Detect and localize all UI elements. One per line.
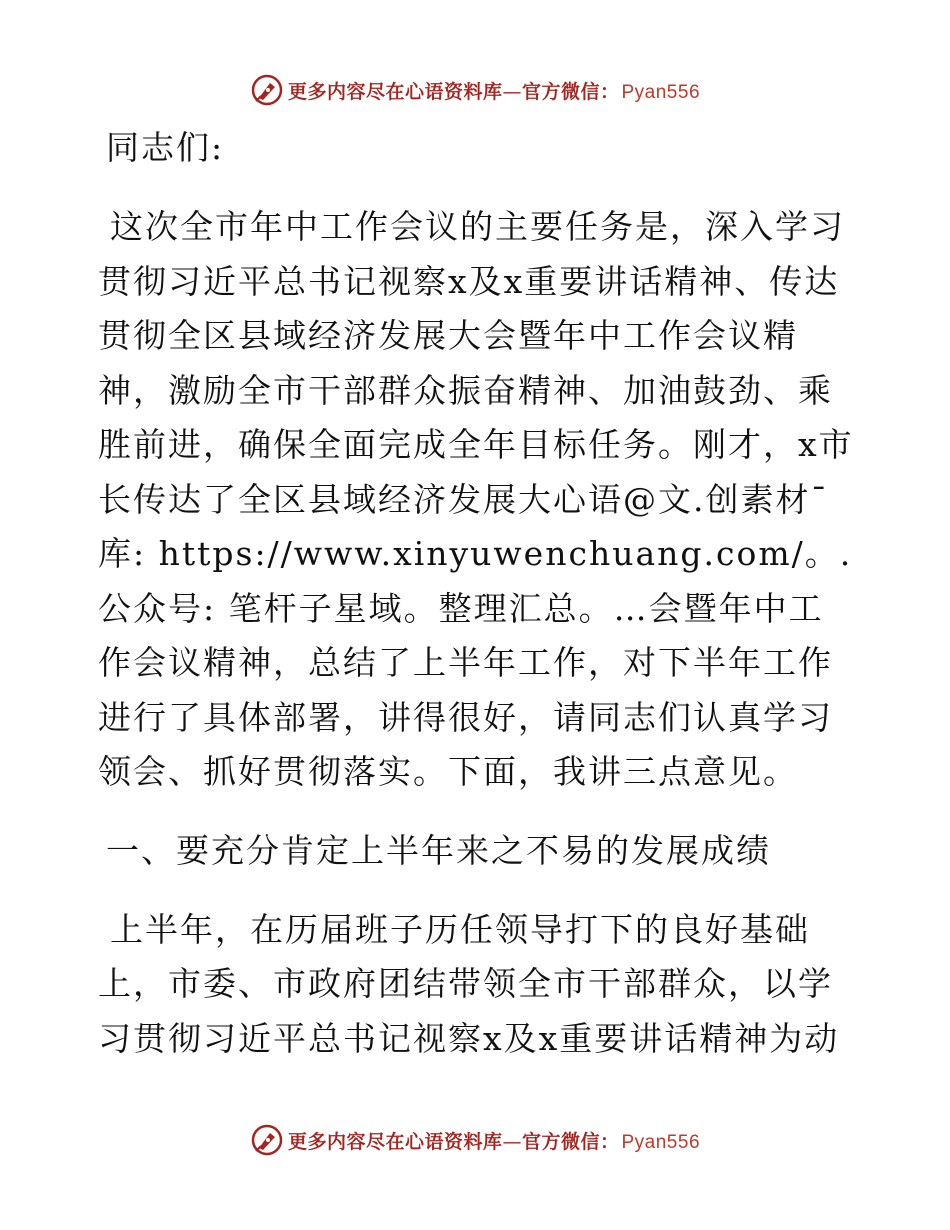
watermark-banner-bottom — [0, 1120, 950, 1160]
paragraph-intro: 这次全市年中工作会议的主要任务是，深入学习贯彻习近平总书记视察x及x重要讲话精神、传达贯彻全区县域经济发展大会暨年中工作会议精神，激励全市干部群众振奋精神、加油鼓劲、乘胜前进，确保全面完成全年目标任务。刚才，x市长传达了全区县域经济发展大心语@文.创素材¯库: https://www.xinyuwenchuang.com/。.公众号: 笔杆子星域。整理汇总。…会暨年中工作会议精神，总结了上半年工作，对下半年工作进行了具体部署，讲得很好，请同志们认真学习领会、抓好贯彻落实。下面，我讲三点意见。 — [98, 207, 854, 791]
watermark-separator: — — [502, 1130, 522, 1153]
watermark-main-text: 更多内容尽在心语资料库 — [287, 80, 503, 103]
watermark-official-label: 官方微信： — [521, 1130, 620, 1153]
watermark-wechat-id: Pyan556 — [621, 1131, 701, 1153]
watermark-text — [288, 1127, 700, 1154]
watermark-separator: — — [502, 80, 522, 103]
paragraph-section-1: 上半年，在历届班子历任领导打下的良好基础上，市委、市政府团结带领全市干部群众，以学习贯彻习近平总书记视察x及x重要讲话精神为动 — [98, 909, 840, 1058]
pen-nib-logo-icon — [250, 73, 284, 107]
watermark-official-label: 官方微信： — [521, 80, 620, 103]
watermark-wechat-id: Pyan556 — [621, 81, 701, 103]
section-heading-1: 一、要充分肯定上半年来之不易的发展成绩 — [106, 830, 771, 870]
pen-nib-logo-icon — [250, 1123, 284, 1157]
watermark-text — [288, 77, 700, 104]
salutation: 同志们: — [106, 128, 225, 167]
document-body — [98, 122, 858, 1091]
watermark-main-text: 更多内容尽在心语资料库 — [287, 1130, 503, 1153]
watermark-banner-top — [0, 70, 950, 110]
